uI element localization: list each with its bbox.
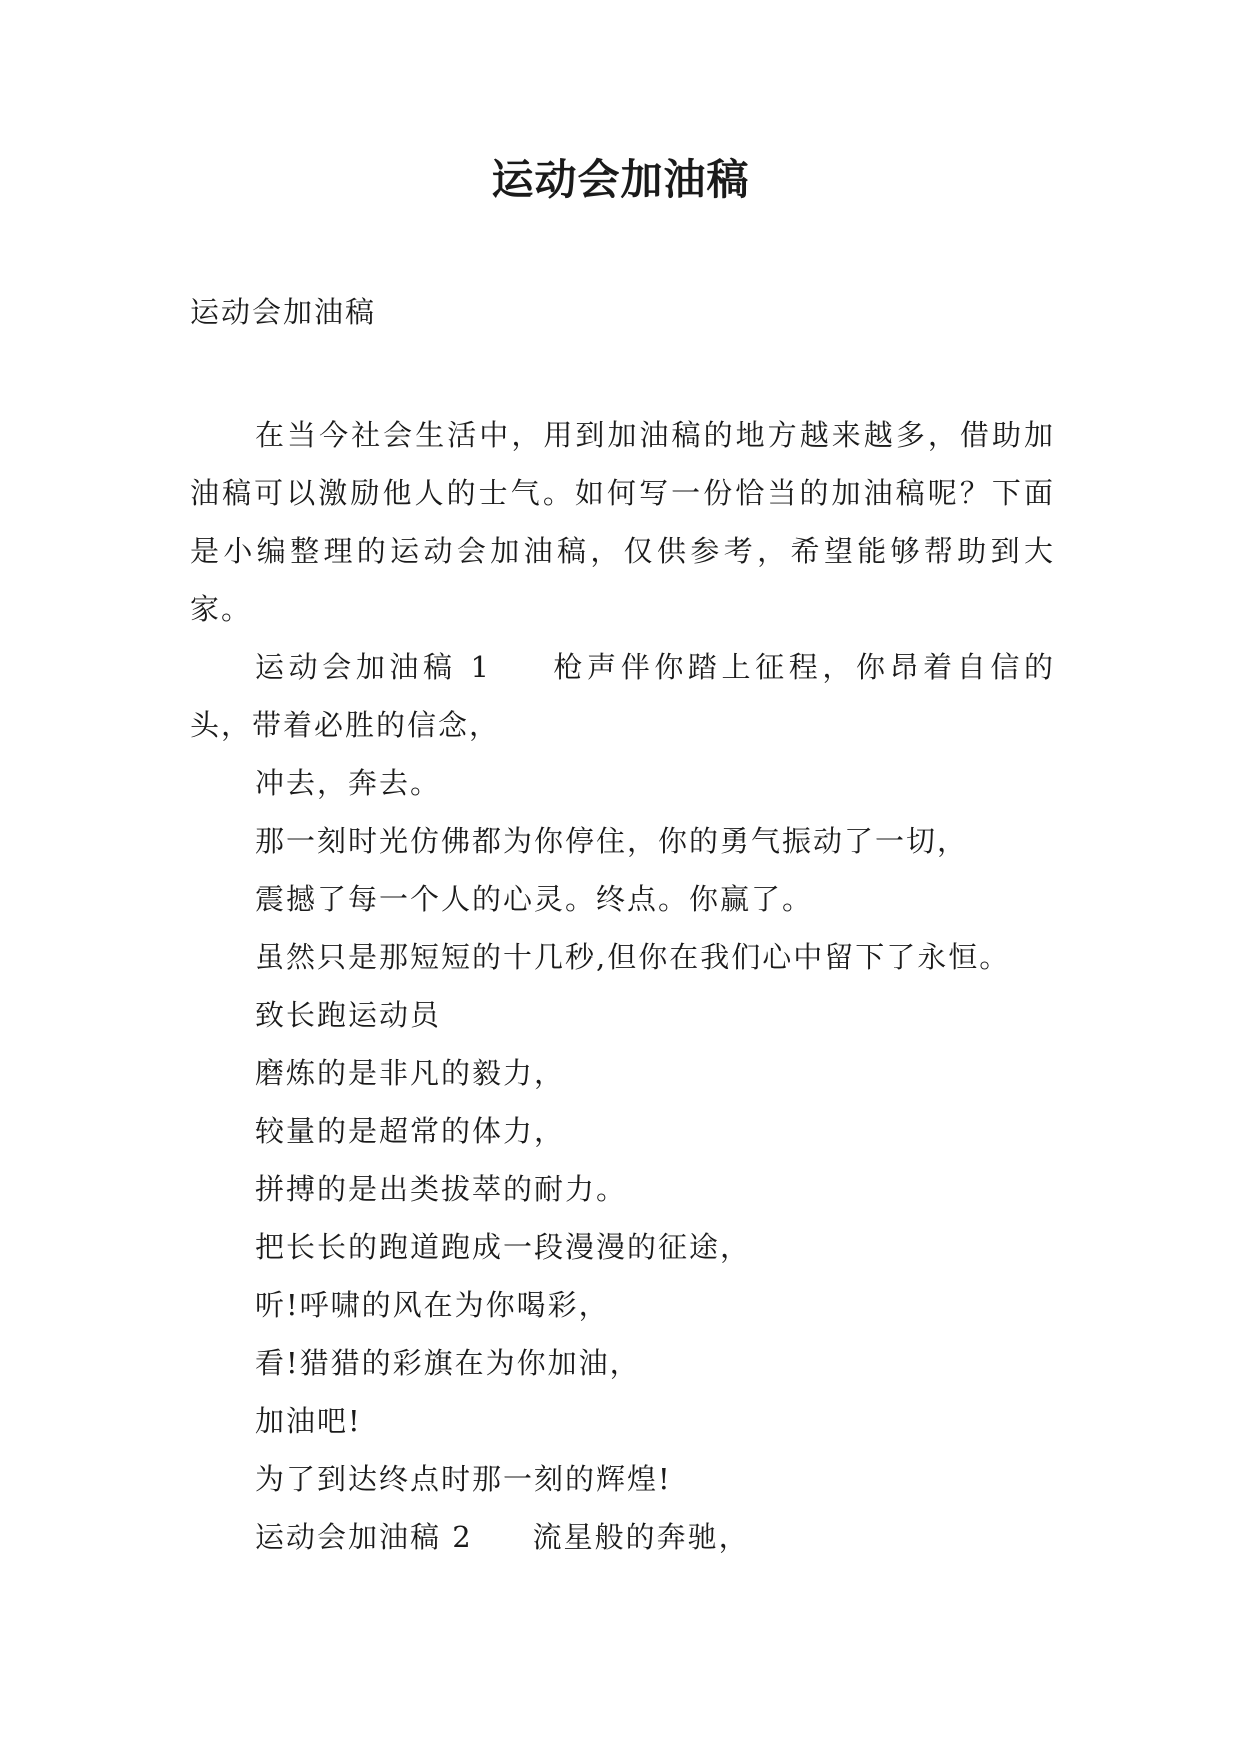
text-line: 那一刻时光仿佛都为你停住，你的勇气振动了一切， [255, 824, 969, 858]
text-line: 冲去，奔去。 [255, 766, 442, 800]
text-line: 拼搏的是出类拔萃的耐力。 [255, 1172, 628, 1206]
text-line: 较量的是超常的体力， [255, 1114, 566, 1148]
text-line: 加油吧! [255, 1404, 362, 1438]
section-1-paragraph [190, 638, 1055, 754]
section-2-heading: 运动会加油稿 2 [255, 1520, 473, 1554]
section-2-line [190, 1508, 1055, 1566]
text-line: 听!呼啸的风在为你喝彩， [255, 1288, 610, 1322]
text-line: 致长跑运动员 [255, 998, 442, 1032]
document-title: 运动会加油稿 [491, 155, 750, 204]
text-line: 震撼了每一个人的心灵。终点。你赢了。 [255, 882, 814, 916]
text-line: 虽然只是那短短的十几秒,但你在我们心中留下了永恒。 [255, 940, 1011, 974]
text-line: 为了到达终点时那一刻的辉煌! [255, 1462, 672, 1496]
section-1-heading: 运动会加油稿 1 [255, 650, 491, 684]
text-line: 看!猎猎的彩旗在为你加油， [255, 1346, 641, 1380]
text-line: 把长长的跑道跑成一段漫漫的征途， [255, 1230, 752, 1264]
text-line: 磨炼的是非凡的毅力， [255, 1056, 566, 1090]
section-1-text: 枪声伴你踏上征程，你昂着自信的头，带着必胜的信念， [190, 650, 1055, 742]
intro-paragraph: 在当今社会生活中，用到加油稿的地方越来越多，借助加油稿可以激励他人的士气。如何写一份恰当的加油稿呢？下面是小编整理的运动会加油稿，仅供参考，希望能够帮助到大家。 [190, 418, 1055, 626]
section-2-text: 流星般的奔驰， [532, 1520, 750, 1554]
document-subtitle: 运动会加油稿 [190, 295, 377, 329]
document-body [190, 406, 1055, 1566]
